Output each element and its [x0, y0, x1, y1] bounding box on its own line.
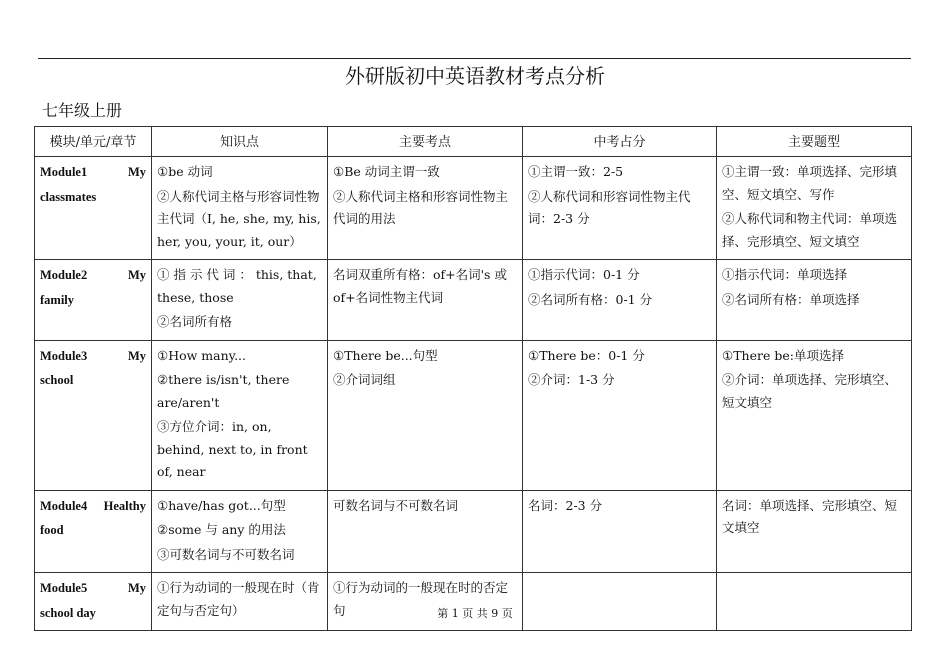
types-line: ②人称代词和物主代词：单项选择、完形填空、短文填空: [722, 211, 898, 249]
knowledge-line: ②some 与 any 的用法: [157, 522, 286, 538]
types-line: ②名词所有格：单项选择: [722, 291, 860, 307]
types-cell: [717, 573, 912, 631]
module-name-line: Module5 My: [40, 581, 146, 596]
module-name-line: Module2 My: [40, 268, 146, 283]
module-name-line: classmates: [40, 189, 97, 204]
points-line: 可数名词与不可数名词: [333, 497, 459, 513]
header-module: 模块/单元/章节: [35, 127, 152, 157]
module-name-line: food: [40, 523, 64, 538]
points-line: ①Be 动词主谓一致: [333, 164, 440, 180]
header-exam-score: 中考占分: [523, 127, 717, 157]
score-line: ②介词：1-3 分: [528, 372, 615, 388]
types-cell: [717, 490, 912, 573]
module-name-line: Module3 My: [40, 348, 146, 363]
score-line: ①指示代词：0-1 分: [528, 267, 640, 283]
types-line: ①There be:单项选择: [722, 347, 844, 363]
knowledge-cell: [152, 490, 328, 573]
knowledge-line: ①be 动词: [157, 164, 213, 180]
header-knowledge: 知识点: [152, 127, 328, 157]
knowledge-line: ① 指 示 代 词 ： this, that, these, those: [157, 267, 317, 305]
module-cell: [35, 340, 152, 490]
module-name-line: school day: [40, 605, 96, 620]
module-cell: [35, 260, 152, 341]
knowledge-line: ②there is/isn't, there are/aren't: [157, 372, 290, 410]
header-rule: [38, 58, 911, 59]
knowledge-line: ②人称代词主格与形容词性物主代词（I, he, she, my, his, her, you, your, it, our）: [157, 188, 321, 249]
types-line: ②介词：单项选择、完形填空、短文填空: [722, 372, 898, 410]
header-key-points: 主要考点: [328, 127, 523, 157]
knowledge-line: ①How many...: [157, 347, 246, 363]
types-line: ①主谓一致：单项选择、完形填空、短文填空、写作: [722, 164, 898, 202]
knowledge-line: ②名词所有格: [157, 314, 233, 330]
table-row: [35, 340, 912, 490]
points-cell: [328, 573, 523, 631]
module-name-line: Module1 My: [40, 165, 146, 180]
score-cell: [523, 260, 717, 341]
points-cell: [328, 157, 523, 260]
knowledge-cell: [152, 157, 328, 260]
knowledge-line: ①行为动词的一般现在时（肯定句与否定句）: [157, 580, 320, 618]
table-row: [35, 157, 912, 260]
module-cell: [35, 573, 152, 631]
module-name-line: Module4 Healthy: [40, 498, 146, 513]
points-cell: [328, 490, 523, 573]
table-row: [35, 573, 912, 631]
page-title: 外研版初中英语教材考点分析: [345, 64, 605, 88]
types-cell: [717, 260, 912, 341]
table-row: [35, 260, 912, 341]
page-number: 第 1 页 共 9 页: [437, 607, 513, 620]
score-line: ②名词所有格：0-1 分: [528, 291, 653, 307]
types-cell: [717, 157, 912, 260]
score-line: 名词：2-3 分: [528, 497, 603, 513]
knowledge-line: ③可数名词与不可数名词: [157, 546, 295, 562]
score-line: ②人称代词和形容词性物主代词：2-3 分: [528, 188, 691, 227]
module-name-line: school: [40, 373, 74, 388]
points-line: ①There be...句型: [333, 347, 438, 363]
score-cell: [523, 490, 717, 573]
score-cell: [523, 157, 717, 260]
types-line: 名词：单项选择、完形填空、短文填空: [722, 497, 898, 536]
types-cell: [717, 340, 912, 490]
points-line: ①行为动词的一般现在时的否定句: [333, 580, 509, 618]
score-cell: [523, 573, 717, 631]
points-line: ②人称代词主格和形容词性物主代词的用法: [333, 188, 509, 227]
module-cell: [35, 490, 152, 573]
section-title: 七年级上册: [42, 101, 123, 120]
points-line: ②介词词组: [333, 372, 396, 388]
knowledge-cell: [152, 260, 328, 341]
points-cell: [328, 340, 523, 490]
points-cell: [328, 260, 523, 341]
points-line: 名词双重所有格：of+名词's 或 of+名词性物主代词: [333, 267, 507, 305]
score-cell: [523, 340, 717, 490]
header-question-types: 主要题型: [717, 127, 912, 157]
analysis-table: [34, 126, 912, 631]
module-cell: [35, 157, 152, 260]
module-name-line: family: [40, 292, 75, 307]
knowledge-line: ①have/has got...句型: [157, 497, 286, 513]
knowledge-cell: [152, 340, 328, 490]
score-line: ①主谓一致：2-5: [528, 164, 624, 180]
table-header-row: [35, 127, 912, 157]
score-line: ①There be：0-1 分: [528, 347, 645, 363]
knowledge-cell: [152, 573, 328, 631]
table-row: [35, 490, 912, 573]
types-line: ①指示代词：单项选择: [722, 267, 848, 283]
knowledge-line: ③方位介词：in, on, behind, next to, in front of, near: [157, 419, 308, 480]
